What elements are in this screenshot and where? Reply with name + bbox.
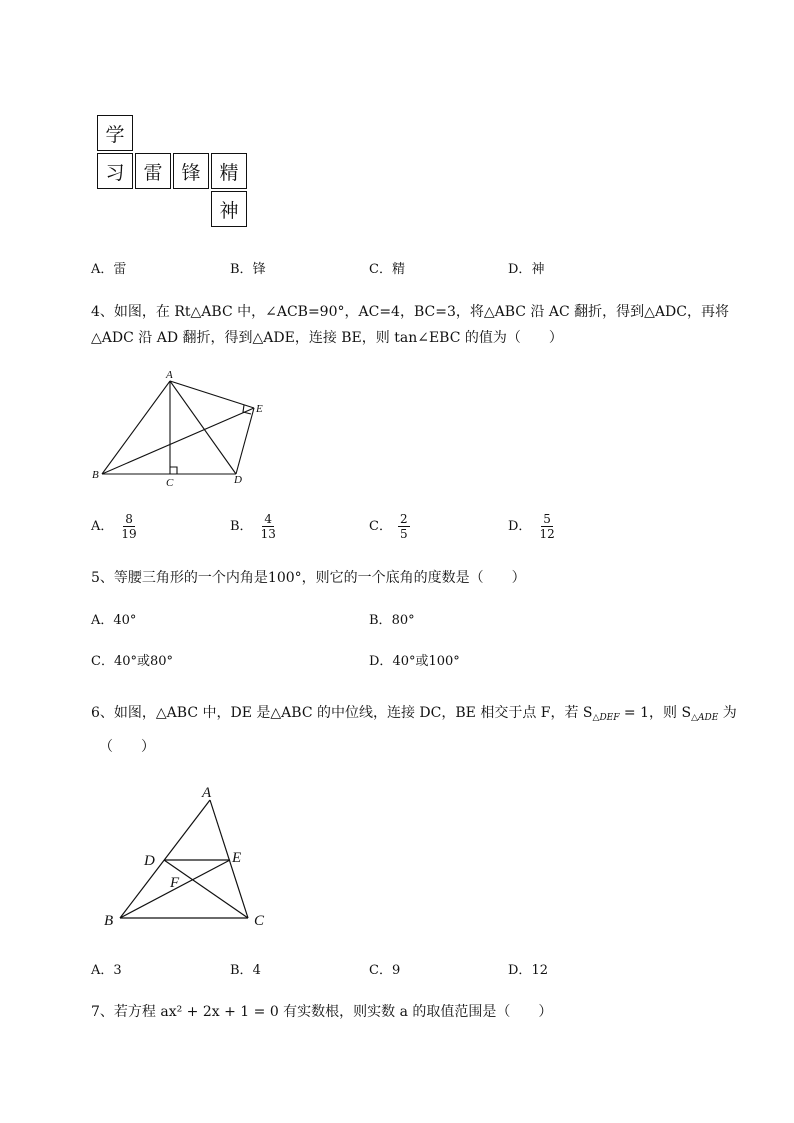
q6-stem-line2: （ ） (99, 739, 155, 755)
label-b: B (92, 469, 99, 481)
option-text: 12 (531, 963, 548, 978)
q6-option-b[interactable] (230, 961, 261, 981)
line-ba (120, 800, 210, 918)
q4-figure (88, 368, 288, 488)
option-text: 40° (113, 613, 137, 628)
label-a: A (166, 369, 173, 381)
label-e: E (232, 850, 242, 866)
label-d: D (234, 474, 242, 486)
option-letter: B． (230, 963, 253, 978)
option-text: 精 (391, 262, 405, 277)
q6-stem-line1: 6、如图，△ABC 中，DE 是△ABC 的中位线，连接 DC，BE 相交于点 F，若 $S_{\triangle DEF} = 1$，则 $S_{\triangle ADE}$ 为 (91, 705, 737, 723)
option-fraction: $\frac{8}{19}$ (121, 512, 137, 541)
q6-option-a[interactable] (91, 961, 122, 981)
option-text: 神 (531, 262, 545, 277)
area-subscript-ade: △ADE (691, 713, 719, 723)
option-letter: A． (91, 963, 114, 978)
option-letter: C． (369, 262, 392, 277)
label-e: E (256, 403, 263, 415)
line-ba (102, 381, 170, 474)
line-ad (170, 381, 236, 474)
q3-option-b[interactable] (230, 260, 266, 280)
line-ac (210, 800, 248, 918)
q4-option-d[interactable] (508, 512, 557, 541)
option-letter: C． (91, 654, 114, 669)
option-letter: B． (230, 262, 253, 277)
right-angle-c (170, 467, 177, 474)
option-text: 80° (391, 613, 415, 628)
option-letter: C． (369, 963, 392, 978)
q3-option-d[interactable] (508, 260, 544, 280)
q5-option-b[interactable] (369, 611, 415, 631)
option-letter: C． (369, 519, 392, 534)
q6-figure (100, 780, 280, 930)
q6-option-d[interactable] (508, 961, 548, 981)
q7-stem: 7、若方程 ax² + 2x + 1 = 0 有实数根，则实数 a 的取值范围是（ ） (91, 1004, 553, 1020)
option-letter: B． (230, 519, 253, 534)
option-letter: A． (91, 613, 114, 628)
q5-option-a[interactable] (91, 611, 136, 631)
net-cell-feng: 锋 (173, 153, 209, 189)
net-cell-shen: 神 (211, 191, 247, 227)
net-cell-xi: 习 (97, 153, 133, 189)
q3-option-c[interactable] (369, 260, 405, 280)
q4-option-c[interactable] (369, 512, 410, 541)
option-text: 40°或100° (392, 654, 460, 669)
option-fraction: $\frac{2}{5}$ (399, 512, 408, 541)
option-letter: D． (508, 519, 532, 534)
option-letter: D． (369, 654, 393, 669)
label-a: A (202, 785, 212, 801)
net-cell-jing: 精 (211, 153, 247, 189)
label-c: C (254, 913, 265, 929)
option-text: 锋 (252, 262, 266, 277)
option-letter: A． (91, 519, 114, 534)
q5-option-c[interactable] (91, 652, 173, 672)
q4-stem-line2: △ADC 沿 AD 翻折，得到△ADE，连接 BE，则 tan∠EBC 的值为（ ） (91, 330, 563, 346)
option-text: 3 (113, 963, 122, 978)
label-c: C (166, 477, 174, 488)
net-cell-xue: 学 (97, 115, 133, 151)
option-fraction: $\frac{5}{12}$ (539, 512, 555, 541)
q6-option-c[interactable] (369, 961, 400, 981)
option-text: 40°或80° (113, 654, 174, 669)
option-text: 9 (391, 963, 401, 978)
option-text: 4 (252, 963, 261, 978)
option-letter: D． (508, 963, 532, 978)
option-letter: D． (508, 262, 532, 277)
q3-option-a[interactable] (91, 260, 126, 280)
label-d: D (144, 853, 155, 869)
option-fraction: $\frac{4}{13}$ (260, 512, 276, 541)
q4-stem-line1: 4、如图，在 Rt△ABC 中，∠ACB=90°，AC=4，BC=3，将△ABC 沿 AC 翻折，得到△ADC，再将 (91, 304, 729, 320)
label-f: F (170, 875, 180, 891)
line-de (236, 408, 254, 474)
area-subscript-def: △DEF (592, 713, 620, 723)
label-b: B (104, 913, 114, 929)
q4-option-a[interactable] (91, 512, 139, 541)
option-letter: B． (369, 613, 392, 628)
line-be (102, 408, 254, 474)
net-cell-lei: 雷 (135, 153, 171, 189)
q4-option-b[interactable] (230, 512, 278, 541)
option-letter: A． (91, 262, 114, 277)
option-text: 雷 (113, 262, 127, 277)
line-ae (170, 381, 254, 408)
q5-option-d[interactable] (369, 652, 460, 672)
q5-stem: 5、等腰三角形的一个内角是100°，则它的一个底角的度数是（ ） (91, 570, 526, 586)
